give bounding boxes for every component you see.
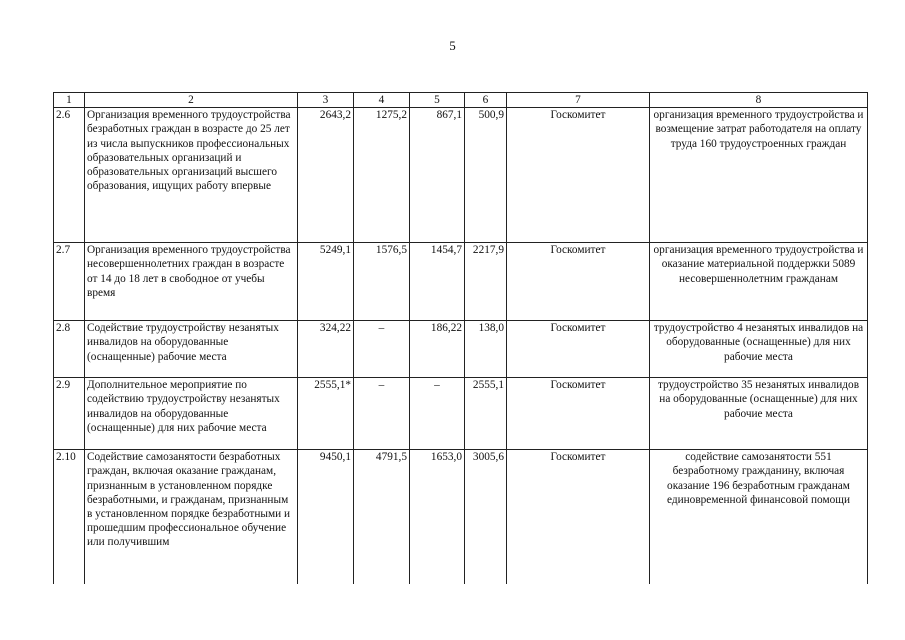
funding-col6: 138,0 [465, 321, 507, 378]
table-row [54, 243, 868, 321]
row-number: 2.10 [54, 450, 85, 591]
funding-col4: 1576,5 [354, 243, 410, 321]
funding-total: 9450,1 [298, 450, 354, 591]
funding-total: 5249,1 [298, 243, 354, 321]
row-number: 2.8 [54, 321, 85, 378]
funding-total: 2643,2 [298, 108, 354, 243]
column-header: 4 [354, 93, 410, 108]
funding-col5: 1454,7 [410, 243, 465, 321]
table-row [54, 450, 868, 591]
table-row [54, 108, 868, 243]
table-row [54, 321, 868, 378]
row-number: 2.6 [54, 108, 85, 243]
funding-col6: 500,9 [465, 108, 507, 243]
column-header: 7 [507, 93, 650, 108]
funding-col5: – [410, 378, 465, 450]
funding-col6: 2217,9 [465, 243, 507, 321]
executor: Госкомитет [507, 108, 650, 243]
page-bottom-margin [0, 584, 905, 640]
expected-result: содействие самозанятости 551 безработному гражданину, включая оказание 196 безработным гражданам единовременной финансовой помощи [650, 450, 868, 591]
expected-result: трудоустройство 35 незанятых инвалидов на оборудованные (оснащенные) для них рабочие места [650, 378, 868, 450]
executor: Госкомитет [507, 378, 650, 450]
measure-name: Содействие трудоустройству незанятых инвалидов на оборудованные (оснащенные) рабочие места [85, 321, 298, 378]
measure-name: Организация временного трудоустройства безработных граждан в возрасте до 25 лет из числа выпускников профессиональных образовательных организаций и образовательных организаций высшего образования, ищущих работу впервые [85, 108, 298, 243]
executor: Госкомитет [507, 450, 650, 591]
row-number: 2.9 [54, 378, 85, 450]
funding-col6: 2555,1 [465, 378, 507, 450]
funding-total: 2555,1* [298, 378, 354, 450]
column-header: 5 [410, 93, 465, 108]
program-measures-table [53, 92, 868, 591]
expected-result: организация временного трудоустройства и оказание материальной поддержки 5089 несовершеннолетним гражданам [650, 243, 868, 321]
funding-col4: 1275,2 [354, 108, 410, 243]
column-header: 1 [54, 93, 85, 108]
column-header: 6 [465, 93, 507, 108]
column-header: 3 [298, 93, 354, 108]
funding-col4: – [354, 321, 410, 378]
column-number-row [54, 93, 868, 108]
measure-name: Организация временного трудоустройства несовершеннолетних граждан в возрасте от 14 до 18 лет в свободное от учебы время [85, 243, 298, 321]
column-header: 8 [650, 93, 868, 108]
measure-name: Содействие самозанятости безработных граждан, включая оказание гражданам, признанным в установленном порядке безработными, и гражданам, признанным в установленном порядке безработными и прошедшим профессиональное обучение или получившим [85, 450, 298, 591]
page-number: 5 [449, 38, 456, 53]
row-number: 2.7 [54, 243, 85, 321]
funding-col5: 867,1 [410, 108, 465, 243]
funding-total: 324,22 [298, 321, 354, 378]
expected-result: трудоустройство 4 незанятых инвалидов на оборудованные (оснащенные) для них рабочие места [650, 321, 868, 378]
executor: Госкомитет [507, 243, 650, 321]
funding-col5: 186,22 [410, 321, 465, 378]
funding-col4: 4791,5 [354, 450, 410, 591]
column-header: 2 [85, 93, 298, 108]
funding-col6: 3005,6 [465, 450, 507, 591]
funding-col5: 1653,0 [410, 450, 465, 591]
executor: Госкомитет [507, 321, 650, 378]
table-row [54, 378, 868, 450]
funding-col4: – [354, 378, 410, 450]
expected-result: организация временного трудоустройства и возмещение затрат работодателя на оплату труда 160 трудоустроенных граждан [650, 108, 868, 243]
measure-name: Дополнительное мероприятие по содействию трудоустройству незанятых инвалидов на оборудованные (оснащенные) для них рабочие места [85, 378, 298, 450]
